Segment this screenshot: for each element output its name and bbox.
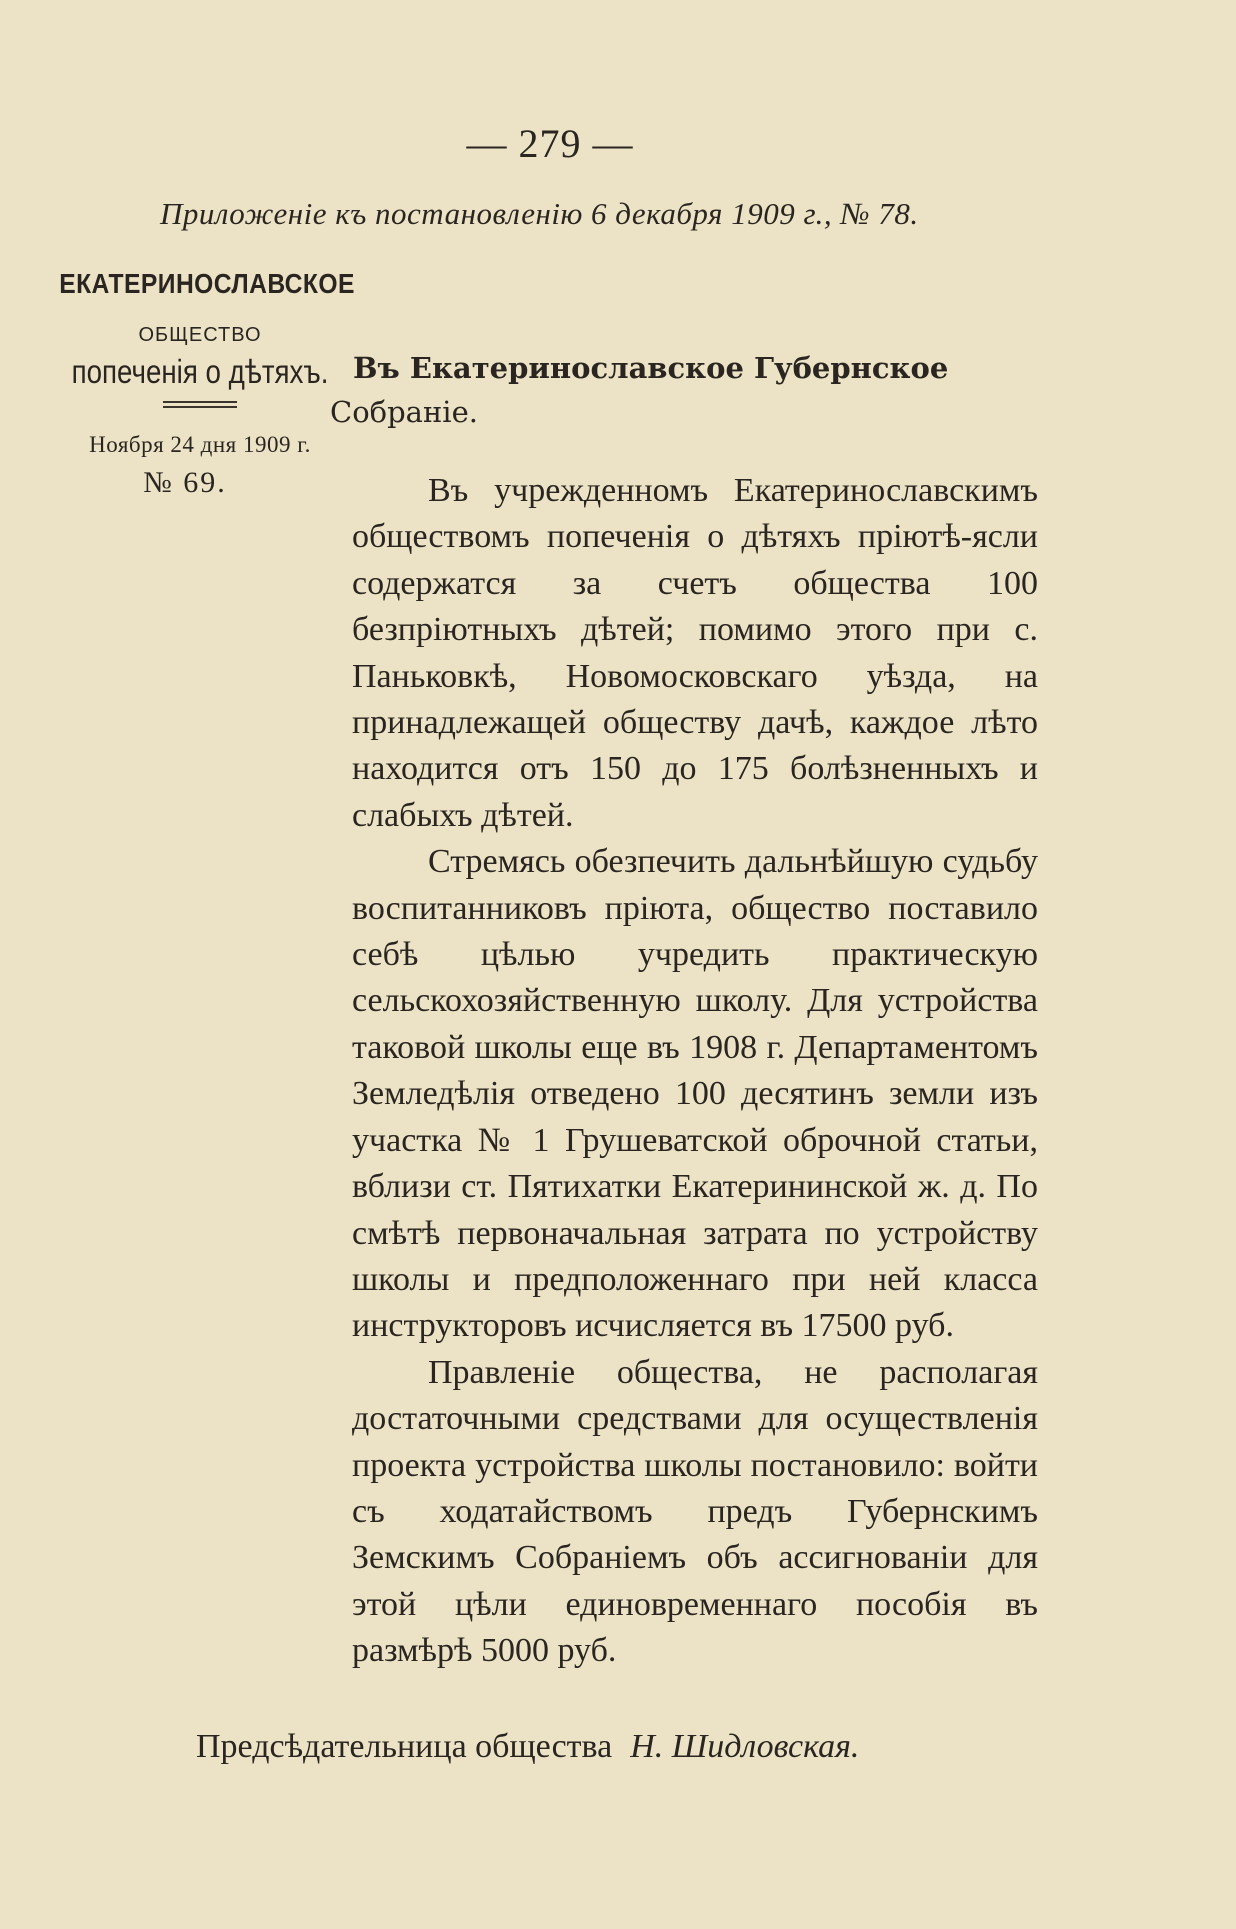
letter-body <box>352 468 1038 1675</box>
page-number: — 279 — <box>466 121 634 166</box>
sender-org-type: ОБЩЕСТВО <box>138 324 262 346</box>
addressee-line-1: Въ Екатеринославское Губернское <box>353 351 949 385</box>
sender-date: Ноября 24 дня 1909 г. <box>89 432 311 457</box>
addressee-line-2: Собраніе. <box>330 395 478 429</box>
addressee-block <box>330 346 1053 434</box>
signature-name: Н. Шидловская. <box>630 1728 860 1765</box>
sender-org-purpose: попеченія о дѣтяхъ. <box>71 353 329 390</box>
double-rule-divider <box>163 401 237 408</box>
body-paragraph-2: Стремясь обезпечить дальнѣйшую судьбу воспитанниковъ пріюта, общество поставило себѣ цѣлью учредить практическую сельскохозяйственную школу. Для устройства таковой школы еще въ 1908 г. Департаментомъ Земледѣлія отведено 100 десятинъ земли изъ участка № 1 Грушеватской оброчной статьи, вблизи ст. Пятихатки Екатерининской ж. д. По смѣтѣ первоначальная затрата по устройству школы и предположеннаго при ней класса инструкторовъ исчисляется въ 17500 руб. <box>352 843 1038 1345</box>
sender-number: № 69. <box>143 466 227 499</box>
sender-block <box>40 268 360 500</box>
signature-line <box>196 1728 859 1766</box>
body-paragraph-1: Въ учрежденномъ Екатеринославскимъ обществомъ попеченія о дѣтяхъ пріютѣ-ясли содержатся за счетъ общества 100 безпріютныхъ дѣтей; помимо этого при с. Паньковкѣ, Новомосковскаго уѣзда, на принадлежащей обществу дачѣ, каждое лѣто находится отъ 150 до 175 болѣзненныхъ и слабыхъ дѣтей. <box>352 472 1038 834</box>
signature-title: Предсѣдательница общества <box>196 1728 613 1765</box>
sender-org-name: ЕКАТЕРИНОСЛАВСКОЕ <box>59 268 355 299</box>
appendix-reference: Приложеніе къ постановленію 6 декабря 1909 г., № 78. <box>160 196 919 231</box>
body-paragraph-3: Правленіе общества, не располагая достаточными средствами для осуществленія проекта устройства школы постановило: войти съ ходатайствомъ предъ Губернскимъ Земскимъ Собраніемъ объ ассигнованіи для этой цѣли единовременнаго пособія въ размѣрѣ 5000 руб. <box>352 1353 1038 1670</box>
